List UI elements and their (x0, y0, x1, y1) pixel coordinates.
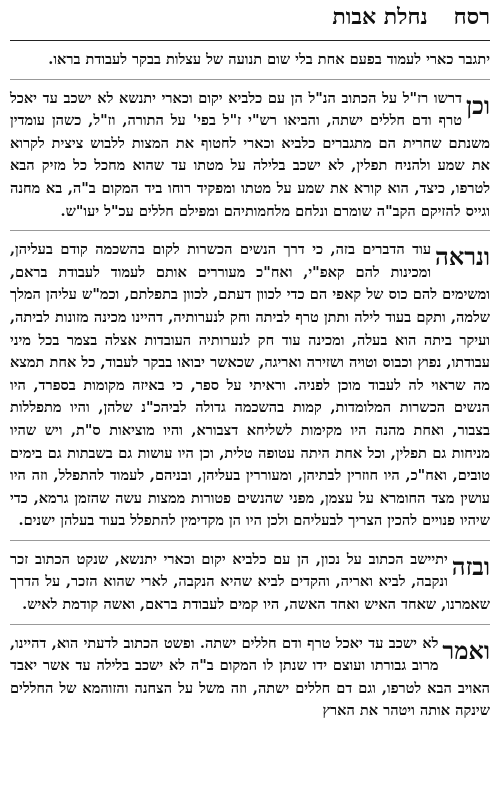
page-number: רסח (453, 4, 490, 30)
paragraph-1 (10, 49, 490, 72)
paragraph-text: עוד הדברים בזה, כי דרך הנשים הכשרות לקום בהשכמה קודם בעליהן, ומכינות להם קאפ"י, ואח"כ מעוררים אותם לעמוד לעבודת בראם, ומשימים להם כוס של קאפי הם כדי לכוון דעתם, לכוון בתפלתם, וכמ"ש עליהן המלך שלמה, ותקם בעוד לילה ותתן טרף לביתה וחק לנערותיה, דהיינו מכינה מזונות לביתה, ועיקר ביתה הוא בעלה, ומכינה עוד חק לנערותיה העובדות אצלה בצמר בכל מיני עבודתו, נפוץ וכבוס וטויה ושזירה ואריגה, שכאשר יבואו בבקר לעבוד, כל אחת תמצא מה שראוי לה לעבוד מוכן לפניה. וראיתי על ספר, כי באיזה מקומות בספרד, היו הנשים הכשרות המלומדות, קמות בהשכמה גדולה לביהכ"נ שלהן, והיו מתפללות בצבור, ואחת מהנה היו מקימות לשליחא דצבורא, והיו מוציאות ס"ת, ויש שהיו מניחות גם תפלין, וכל אחת היתה עטופה טלית, וכן היו עושות גם בשבתות גם בימים טובים, ואח"כ, היו חוזרין לבתיהן, ומעוררין בעליהן, ובניהם, לעמוד להתפלל, וזה היו עושין מצד החומרא על עצמן, מפני שהנשים פטורות ממצות עשה שהזמן גרמא, כדי שיהיו פנויים להכין הצריך לבעליהם ולכן היו הן מקדימין להתפלל בעוד בעלהן ישנים. (10, 241, 490, 530)
running-title: נחלת אבות (332, 4, 428, 30)
lead-word: ובזה (451, 551, 490, 581)
paragraph-3 (10, 239, 490, 533)
paragraph-2 (10, 88, 490, 224)
divider (10, 540, 490, 541)
lead-word: ואמר (442, 635, 490, 665)
divider (10, 624, 490, 625)
paragraph-text: יתגבר כארי לעמוד בפעם אחת בלי שום תנועה של עצלות בבקר לעבודת בראו. (48, 51, 490, 68)
divider (10, 230, 490, 231)
page-header (10, 4, 490, 41)
paragraph-4 (10, 549, 490, 617)
paragraph-5 (10, 633, 490, 723)
divider (10, 79, 490, 80)
lead-word: וכן (466, 90, 490, 120)
paragraph-text: יתיישב הכתוב על נכון, הן עם כלביא יקום וכארי יתנשא, שנקט הכתוב זכר ונקבה, לביא ואריה, והקדים לביא שהיא הנקבה, לארי שהוא הזכר, על הדרך שאמרנו, שאחד האיש ואחד האשה, היו קמים לעבודת בראם, ואשה קודמת לאיש. (10, 550, 490, 614)
body-text (10, 49, 490, 723)
lead-word: ונראה (435, 242, 490, 272)
paragraph-text: לא ישכב עד יאכל טרף ודם חללים ישתה. ופשט הכתוב לדעתי הוא, דהיינו, מרוב גבורתו ועוצם ידו שנתן לו המקום ב"ה לא ישכב בלילה עד אשר יאבד האויב הבא לטרפו, וגם דם חללים ישתה, וזה משל על הצחנה והזוהמא של החללים שינקה אותה ויטהר את הארץ (10, 634, 490, 720)
paragraph-text: דרשו רז"ל על הכתוב הנ"ל הן עם כלביא יקום וכארי יתנשא לא ישכב עד יאכל טרף ודם חללים ישתה, והביאו רש"י ז"ל בפי' על התורה, וז"ל, כשהן עומדין משנתם שחרית הם מתגברים כלביא וכארי לחטוף את המצות ללבוש ציצית לקרוא את שמע ולהניח תפלין, לא ישכב בלילה על מטתו עד שהוא מחכל כל מזיק הבא לטרפו, כיצד, הוא קורא את שמע על מטתו ומפקיד רוחו ביד המקום ב"ה, בא מחנה וגייס להזיקם הקב"ה שומרם ונלחם מלחמותיהם ומפילם חללים עכ"ל יעו"ש. (10, 89, 490, 220)
